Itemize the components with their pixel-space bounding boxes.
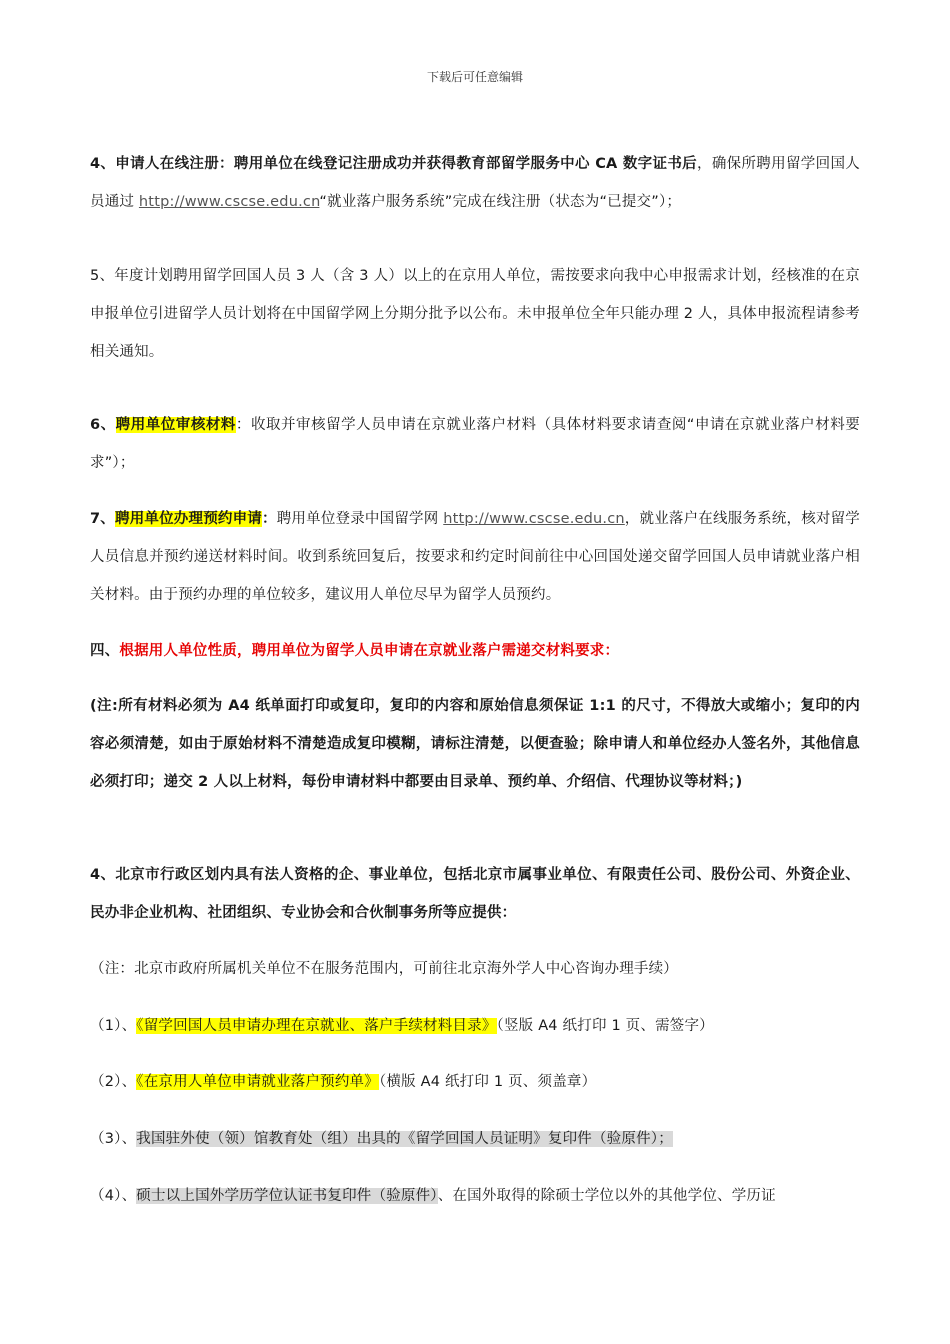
section-4-title: 根据用人单位性质，聘用单位为留学人员申请在京就业落户需递交材料要求： (119, 643, 620, 659)
step-6-paragraph (90, 406, 860, 482)
step-7-num: 7、 (90, 511, 115, 527)
step-7-highlight: 聘用单位办理预约申请 (115, 511, 263, 527)
list-item-rest: （横版 A4 纸打印 1 页、须盖章） (378, 1074, 597, 1090)
section-4-heading (90, 632, 860, 670)
list-item (90, 1063, 860, 1101)
list-item-highlight: 《留学回国人员申请办理在京就业、落户手续材料目录》 (136, 1018, 497, 1034)
step-7-text2: ，就业落户在线服务系统，核对留学人员信息并预约递送材料时间。收到系统回复后，按要求和约定时间前往中心回国处递交留学回国人员申请就业落户相关材料。由于预约办理的单位较多，建议用人单位尽早为留学人员预约。 (90, 511, 861, 603)
item-4-paragraph: 4、北京市行政区划内具有法人资格的企、事业单位，包括北京市属事业单位、有限责任公司、股份公司、外资企业、民办非企业机构、社团组织、专业协会和合伙制事务所等应提供： (90, 867, 860, 921)
materials-note: (注:所有材料必须为 A4 纸单面打印或复印，复印的内容和原始信息须保证 1:1 的尺寸，不得放大或缩小；复印的内容必须清楚，如由于原始材料不清楚造成复印模糊，请标注清楚，以便查验；除申请人和单位经办人签名外，其他信息必须打印；递交 2 人以上材料，每份申请材料中都要由目录单、预约单、介绍信、代理协议等材料；) (90, 698, 860, 790)
step-5-paragraph: 5、年度计划聘用留学回国人员 3 人（含 3 人）以上的在京用人单位，需按要求向我中心申报需求计划，经核准的在京申报单位引进留学人员计划将在中国留学网上分期分批予以公布。未申报单位全年只能办理 2 人，具体申报流程请参考相关通知。 (90, 268, 860, 360)
cscse-link-2[interactable]: http://www.cscse.edu.cn (443, 511, 625, 527)
step-4-bold: 4、申请人在线注册：聘用单位在线登记注册成功并获得教育部留学服务中心 CA 数字证书后 (90, 156, 697, 172)
list-item-highlight: 我国驻外使（领）馆教育处（组）出具的《留学回国人员证明》复印件（验原件）； (136, 1131, 673, 1147)
list-item-highlight: 硕士以上国外学历学位认证书复印件（验原件） (136, 1188, 438, 1204)
step-4-text2: “就业落户服务系统”完成在线注册（状态为“已提交”）； (319, 194, 682, 210)
step-6-num: 6、 (90, 417, 116, 433)
list-item (90, 1007, 860, 1045)
cscse-link-1[interactable]: http://www.cscse.edu.cn (138, 194, 320, 210)
list-item-num: （3）、 (90, 1131, 137, 1147)
step-4-paragraph (90, 145, 860, 221)
list-item-num: （2）、 (90, 1074, 137, 1090)
list-item-rest: （竖版 A4 纸打印 1 页、需签字） (496, 1018, 714, 1034)
step-6-highlight: 聘用单位审核材料 (115, 417, 236, 433)
step-7-text1: 聘用单位登录中国留学网 (276, 511, 444, 527)
government-note: （注：北京市政府所属机关单位不在服务范围内，可前往北京海外学人中心咨询办理手续） (90, 961, 678, 977)
list-item-num: （1）、 (90, 1018, 137, 1034)
list-item (90, 1120, 860, 1158)
list-item-num: （4）、 (90, 1188, 137, 1204)
page-header: 下载后可任意编辑 (426, 70, 523, 84)
step-4-text1: ，确保所聘用留学回国人员通过 (90, 156, 860, 210)
step-7-colon: ： (262, 511, 277, 527)
section-4-prefix: 四、 (90, 643, 120, 659)
list-item (90, 1177, 860, 1215)
list-item-highlight: 《在京用人单位申请就业落户预约单》 (136, 1074, 379, 1090)
step-7-paragraph (90, 500, 860, 614)
step-6-text: ：收取并审核留学人员申请在京就业落户材料（具体材料要求请查阅“申请在京就业落户材料要求”）； (90, 417, 860, 471)
list-item-rest: 、在国外取得的除硕士学位以外的其他学位、学历证 (437, 1188, 776, 1204)
